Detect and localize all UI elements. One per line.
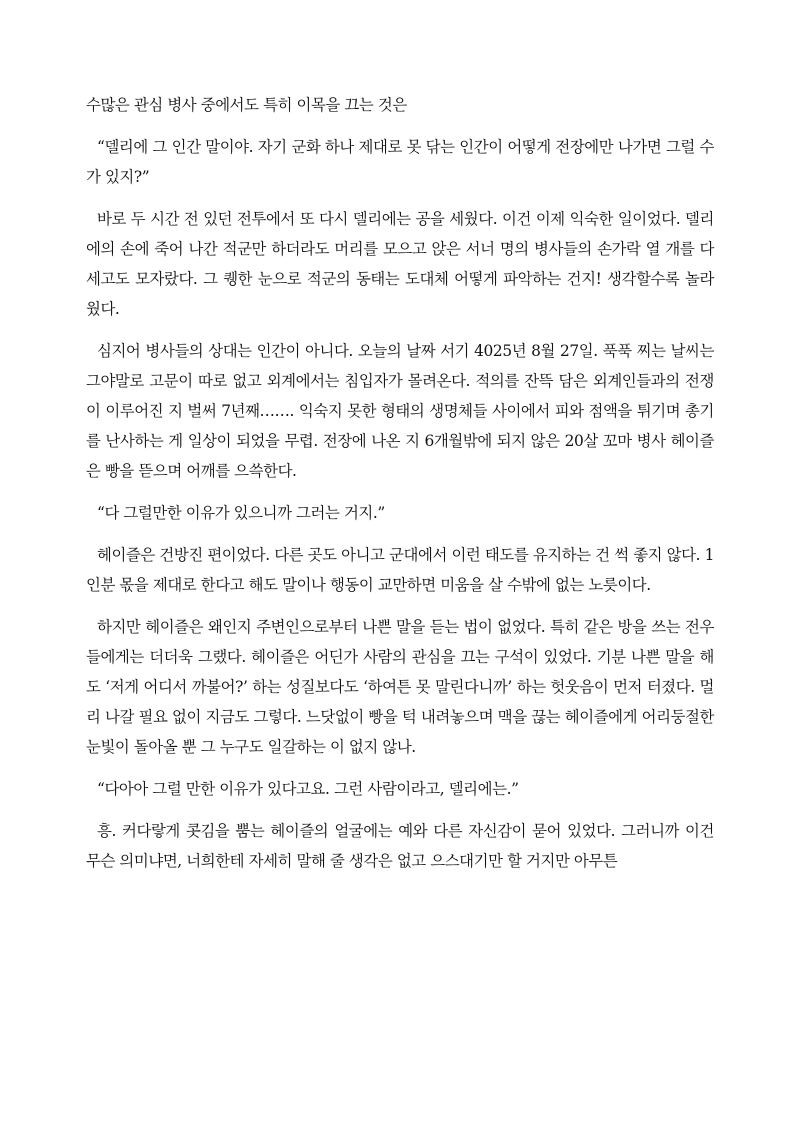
paragraph-1: 수많은 관심 병사 중에서도 특히 이목을 끄는 것은 [86,96,407,114]
document-body [86,90,714,888]
paragraph-3: 바로 두 시간 전 있던 전투에서 또 다시 델리에는 공을 세웠다. 이건 이제 익숙한 일이었다. 델리에의 손에 죽어 나간 적군만 하더라도 머리를 모으고 앉은 서너 명의 병사들의 손가락 열 개를 다 세고도 모자랐다. 그 퀭한 눈으로 적군의 동태는 도대체 어떻게 파악하는 건지! 생각할수록 놀라웠다. [86,210,714,318]
paragraph-2: “델리에 그 인간 말이야. 자기 군화 하나 제대로 못 닦는 인간이 어떻게 전장에만 나가면 그럴 수가 있지?” [86,138,714,186]
paragraph-9: 흥. 커다랗게 콧김을 뿜는 헤이즐의 얼굴에는 예와 다른 자신감이 묻어 있었다. 그러니까 이건 무슨 의미냐면, 너희한테 자세히 말해 줄 생각은 없고 으스대기만 할 거지만 아무튼 [86,822,714,870]
paragraph-7: 하지만 헤이즐은 왜인지 주변인으로부터 나쁜 말을 듣는 법이 없었다. 특히 같은 방을 쓰는 전우들에게는 더더욱 그랬다. 헤이즐은 어딘가 사람의 관심을 끄는 구석이 있었다. 기분 나쁜 말을 해도 ‘저게 어디서 까불어?’ 하는 성질보다도 ‘하여튼 못 말린다니까’ 하는 헛웃음이 먼저 터졌다. 멀리 나갈 필요 없이 지금도 그렇다. 느닷없이 빵을 턱 내려놓으며 맥을 끊는 헤이즐에게 어리둥절한 눈빛이 돌아올 뿐 그 누구도 일갈하는 이 없지 않나. [86,618,714,756]
paragraph-5: “다 그럴만한 이유가 있으니까 그러는 거지.” [97,504,385,522]
paragraph-8: “다아아 그럴 만한 이유가 있다고요. 그런 사람이라고, 델리에는.” [97,780,519,798]
paragraph-4: 심지어 병사들의 상대는 인간이 아니다. 오늘의 날짜 서기 4025년 8월 27일. 푹푹 찌는 날씨는 그야말로 고문이 따로 없고 외계에서는 침입자가 몰려온다. 적의를 잔뜩 담은 외계인들과의 전쟁이 이루어진 지 벌써 7년째……. 익숙지 못한 형태의 생명체들 사이에서 피와 점액을 튀기며 총기를 난사하는 게 일상이 되었을 무렵. 전장에 나온 지 6개월밖에 되지 않은 20살 꼬마 병사 헤이즐은 빵을 뜯으며 어깨를 으쓱한다. [86,342,714,480]
paragraph-6: 헤이즐은 건방진 편이었다. 다른 곳도 아니고 군대에서 이런 태도를 유지하는 건 썩 좋지 않다. 1인분 몫을 제대로 한다고 해도 말이나 행동이 교만하면 미움을 살 수밖에 없는 노릇이다. [86,546,714,594]
